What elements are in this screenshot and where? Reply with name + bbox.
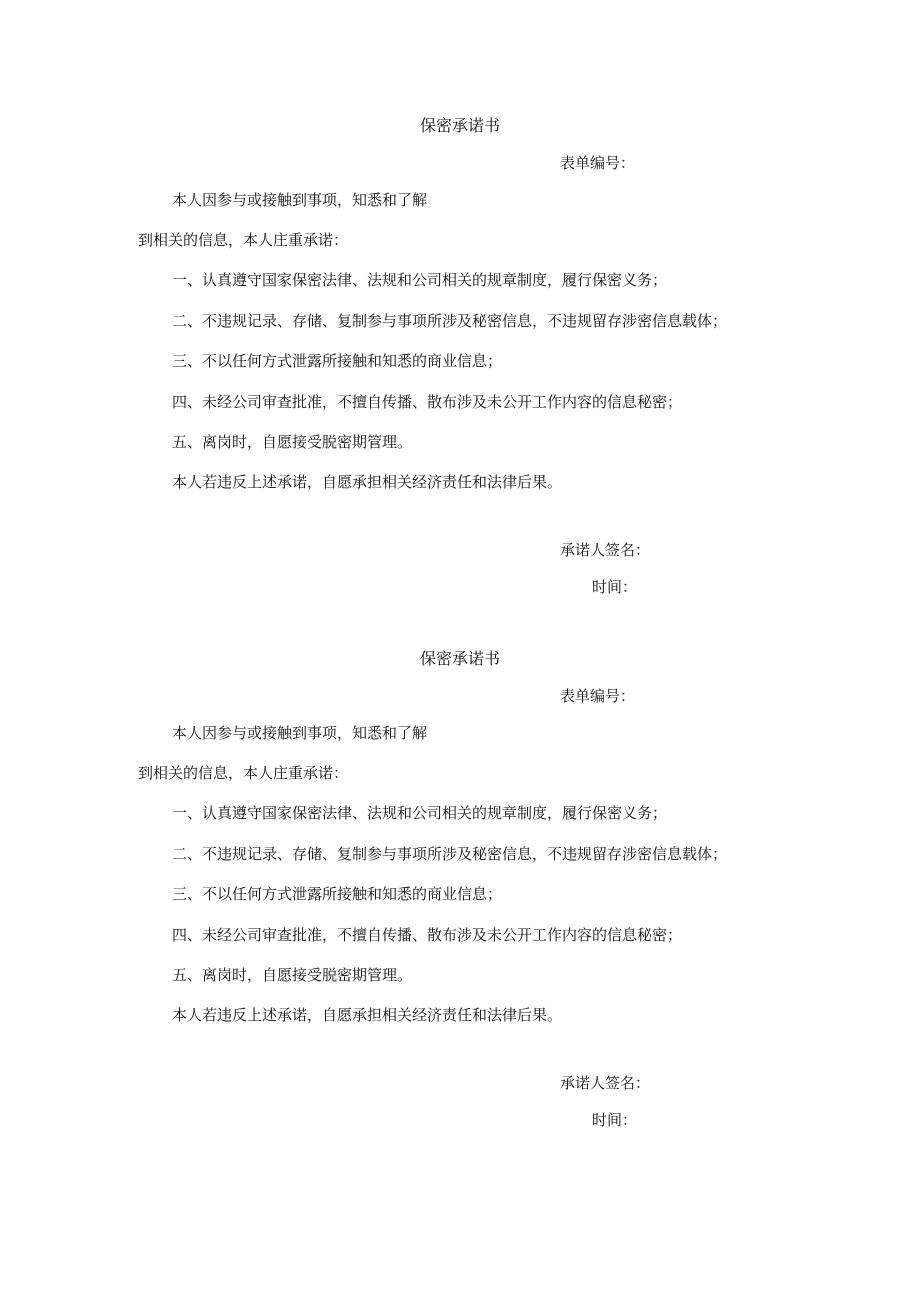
commitment-item-3: 三、不以任何方式泄露所接触和知悉的商业信息； bbox=[172, 885, 503, 903]
closing-statement: 本人若违反上述承诺，自愿承担相关经济责任和法律后果。 bbox=[172, 1006, 563, 1024]
form-title: 保密承诺书 bbox=[419, 116, 500, 135]
date-label: 时间： bbox=[592, 1111, 638, 1129]
form-number-label: 表单编号： bbox=[560, 154, 636, 172]
commitment-item-4: 四、未经公司审查批准，不擅自传播、散布涉及未公开工作内容的信息秘密； bbox=[172, 926, 683, 944]
commitment-item-4: 四、未经公司审查批准，不擅自传播、散布涉及未公开工作内容的信息秘密； bbox=[172, 393, 683, 411]
signature-label: 承诺人签名： bbox=[560, 541, 651, 559]
commitment-item-2: 二、不违规记录、存储、复制参与事项所涉及秘密信息，不违规留存涉密信息载体； bbox=[172, 312, 728, 330]
confidentiality-form-2 bbox=[0, 533, 920, 1129]
intro-line-2: 到相关的信息，本人庄重承诺： bbox=[138, 764, 349, 782]
commitment-item-5: 五、离岗时，自愿接受脱密期管理。 bbox=[172, 966, 413, 984]
form-title: 保密承诺书 bbox=[419, 649, 500, 668]
commitment-item-1: 一、认真遵守国家保密法律、法规和公司相关的规章制度，履行保密义务； bbox=[172, 271, 668, 289]
form-number-label: 表单编号： bbox=[560, 687, 636, 705]
commitment-item-2: 二、不违规记录、存储、复制参与事项所涉及秘密信息，不违规留存涉密信息载体； bbox=[172, 845, 728, 863]
commitment-item-5: 五、离岗时，自愿接受脱密期管理。 bbox=[172, 433, 413, 451]
date-label: 时间： bbox=[592, 578, 638, 596]
commitment-item-1: 一、认真遵守国家保密法律、法规和公司相关的规章制度，履行保密义务； bbox=[172, 804, 668, 822]
confidentiality-form-1 bbox=[0, 0, 920, 596]
intro-line-2: 到相关的信息，本人庄重承诺： bbox=[138, 231, 349, 249]
intro-line-1: 本人因参与或接触到事项，知悉和了解 bbox=[172, 191, 428, 209]
intro-line-1: 本人因参与或接触到事项，知悉和了解 bbox=[172, 724, 428, 742]
signature-label: 承诺人签名： bbox=[560, 1074, 651, 1092]
closing-statement: 本人若违反上述承诺，自愿承担相关经济责任和法律后果。 bbox=[172, 473, 563, 491]
commitment-item-3: 三、不以任何方式泄露所接触和知悉的商业信息； bbox=[172, 352, 503, 370]
